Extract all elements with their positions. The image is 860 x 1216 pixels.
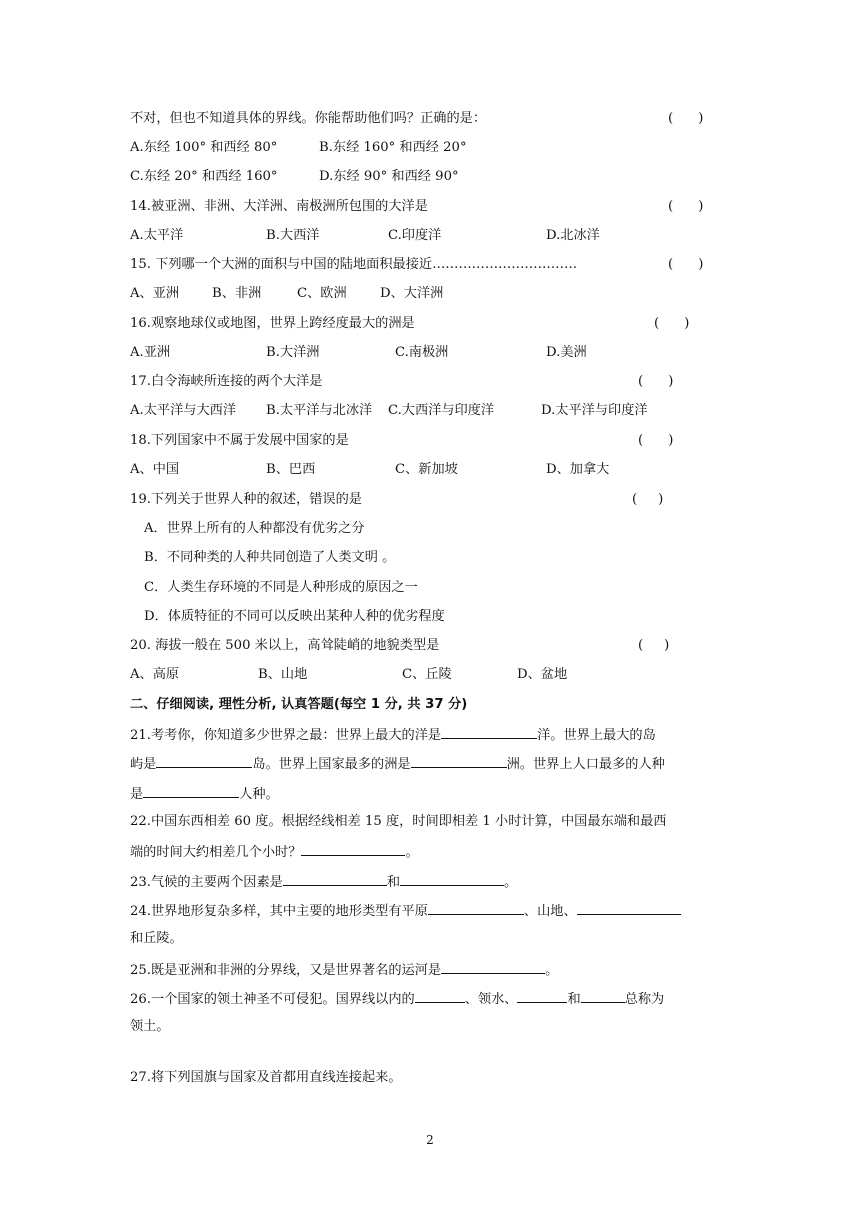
q16-stem: 16.观察地球仪或地图，世界上跨经度最大的洲是 [130, 316, 415, 331]
q26-blank-air[interactable] [581, 989, 625, 1003]
q13-stem-continuation: 不对，但也不知道具体的界线。你能帮助他们吗？正确的是： [130, 111, 487, 126]
q21-text-2: 洋。世界上最大的岛 [537, 728, 656, 743]
q15-stem: 15. 下列哪一个大洲的面积与中国的陆地面积最接近…………………………… [130, 257, 578, 272]
q16-option-b: B.大洋洲 [266, 345, 320, 360]
q19-option-d: D．体质特征的不同可以反映出某种人种的优劣程度 [144, 609, 445, 624]
q17-answer-paren[interactable]: ( ) [638, 374, 674, 389]
q16-option-d: D.美洲 [546, 345, 587, 360]
q22-text-3: 。 [405, 845, 419, 860]
q21-text-1: 21.考考你，你知道多少世界之最：世界上最大的洋是 [130, 728, 442, 743]
section-2-heading: 二、仔细阅读, 理性分析, 认真答题(每空 1 分, 共 37 分) [130, 697, 468, 712]
q20-option-d: D、盆地 [517, 667, 568, 682]
q24-line-2: 和丘陵。 [130, 931, 183, 946]
q17-option-c: C.大西洋与印度洋 [388, 403, 495, 418]
q13-answer-paren[interactable]: ( ) [668, 111, 704, 126]
q14-option-d: D.北冰洋 [546, 228, 600, 243]
q14-option-a: A.太平洋 [130, 228, 184, 243]
q20-option-b: B、山地 [258, 667, 308, 682]
q17-stem: 17.白令海峡所连接的两个大洋是 [130, 374, 323, 389]
q25-text-1: 25.既是亚洲和非洲的分界线，又是世界著名的运河是 [130, 963, 442, 978]
q19-answer-paren[interactable]: ( ) [632, 492, 664, 507]
q26-text-2: 、领水、 [464, 992, 518, 1007]
q17-option-a: A.太平洋与大西洋 [130, 403, 237, 418]
q24-text-1: 24.世界地形复杂多样，其中主要的地形类型有平原 [130, 904, 428, 919]
q17-option-b: B.太平洋与北冰洋 [266, 403, 373, 418]
q14-option-b: B.大西洋 [266, 228, 320, 243]
q19-option-a: A．世界上所有的人种都没有优劣之分 [144, 521, 365, 536]
q26-text-1: 26.一个国家的领土神圣不可侵犯。国界线以内的 [130, 992, 415, 1007]
q18-option-c: C、新加坡 [395, 462, 458, 477]
q19-option-b: B．不同种类的人种共同创造了人类文明 。 [144, 550, 396, 565]
q22-blank-hours[interactable] [301, 842, 405, 856]
q23-blank-factor-1[interactable] [283, 872, 387, 886]
q23-text-2: 和 [386, 875, 401, 890]
q16-option-c: C.南极洲 [395, 345, 449, 360]
q26-line-1 [130, 989, 664, 1009]
q18-option-d: D、加拿大 [546, 462, 610, 477]
q19-stem: 19.下列关于世界人种的叙述，错误的是 [130, 492, 362, 507]
q26-line-2: 领土。 [130, 1019, 170, 1034]
q22-line-2 [130, 842, 419, 862]
q23-blank-factor-2[interactable] [400, 872, 504, 886]
q13-option-c: C.东经 20° 和西经 160° [130, 169, 278, 184]
q26-text-4: 总称为 [624, 992, 665, 1007]
q21-text-7: 人种。 [239, 787, 279, 802]
q26-blank-water[interactable] [517, 989, 567, 1003]
q26-text-3: 和 [567, 992, 581, 1007]
q22-text-2: 端的时间大约相差几个小时？ [130, 845, 302, 860]
q20-stem: 20. 海拔一般在 500 米以上，高耸陡峭的地貌类型是 [130, 638, 440, 653]
q15-option-c: C、欧洲 [297, 286, 347, 301]
q24-blank-landform[interactable] [577, 901, 681, 915]
q21-text-6: 是 [130, 787, 144, 802]
q23-line [130, 872, 517, 892]
q14-answer-paren[interactable]: ( ) [668, 199, 704, 214]
q22-line-1: 22.中国东西相差 60 度。根据经线相差 15 度，时间即相差 1 小时计算，中国最东端和最西 [130, 814, 667, 829]
q25-text-2: 。 [545, 963, 559, 978]
q15-option-d: D、大洋洲 [380, 286, 444, 301]
q26-blank-land[interactable] [415, 989, 465, 1003]
q13-option-b: B.东经 160° 和西经 20° [319, 140, 467, 155]
q15-answer-paren[interactable]: ( ) [668, 257, 704, 272]
q14-option-c: C.印度洋 [388, 228, 442, 243]
q25-line [130, 960, 558, 980]
q24-text-2: 、山地、 [523, 904, 577, 919]
q24-line-1 [130, 901, 681, 921]
q17-option-d: D.太平洋与印度洋 [541, 403, 648, 418]
q21-text-4: 岛。世界上国家最多的洲是 [252, 757, 411, 772]
q20-answer-paren[interactable]: ( ) [638, 638, 670, 653]
q27-stem: 27.将下列国旗与国家及首都用直线连接起来。 [130, 1070, 402, 1085]
q21-blank-race[interactable] [143, 784, 239, 798]
q16-answer-paren[interactable]: ( ) [654, 316, 690, 331]
q21-blank-island[interactable] [156, 754, 252, 768]
q14-stem: 14.被亚洲、非洲、大洋洲、南极洲所包围的大洋是 [130, 199, 428, 214]
q25-blank-canal[interactable] [441, 960, 545, 974]
q16-option-a: A.亚洲 [130, 345, 171, 360]
q18-option-a: A、中国 [130, 462, 180, 477]
q13-option-d: D.东经 90° 和西经 90° [319, 169, 459, 184]
q21-text-3: 屿是 [130, 757, 157, 772]
q18-answer-paren[interactable]: ( ) [638, 433, 674, 448]
q21-blank-continent[interactable] [411, 754, 507, 768]
q20-option-a: A、高原 [130, 667, 180, 682]
q21-line-3 [130, 784, 279, 804]
q21-text-5: 洲。世界上人口最多的人种 [506, 757, 665, 772]
q15-option-b: B、非洲 [212, 286, 262, 301]
q19-option-c: C．人类生存环境的不同是人种形成的原因之一 [144, 580, 418, 595]
q24-blank-plain[interactable] [428, 901, 524, 915]
q21-line-2 [130, 754, 665, 774]
q21-blank-ocean[interactable] [441, 725, 537, 739]
q20-option-c: C、丘陵 [402, 667, 452, 682]
q15-option-a: A、亚洲 [130, 286, 180, 301]
q18-stem: 18.下列国家中不属于发展中国家的是 [130, 433, 349, 448]
q13-option-a: A.东经 100° 和西经 80° [130, 140, 278, 155]
q23-text-3: 。 [504, 875, 518, 890]
q18-option-b: B、巴西 [266, 462, 316, 477]
q21-line-1 [130, 725, 656, 745]
page-number: 2 [426, 1133, 434, 1147]
q23-text-1: 23.气候的主要两个因素是 [130, 875, 283, 890]
